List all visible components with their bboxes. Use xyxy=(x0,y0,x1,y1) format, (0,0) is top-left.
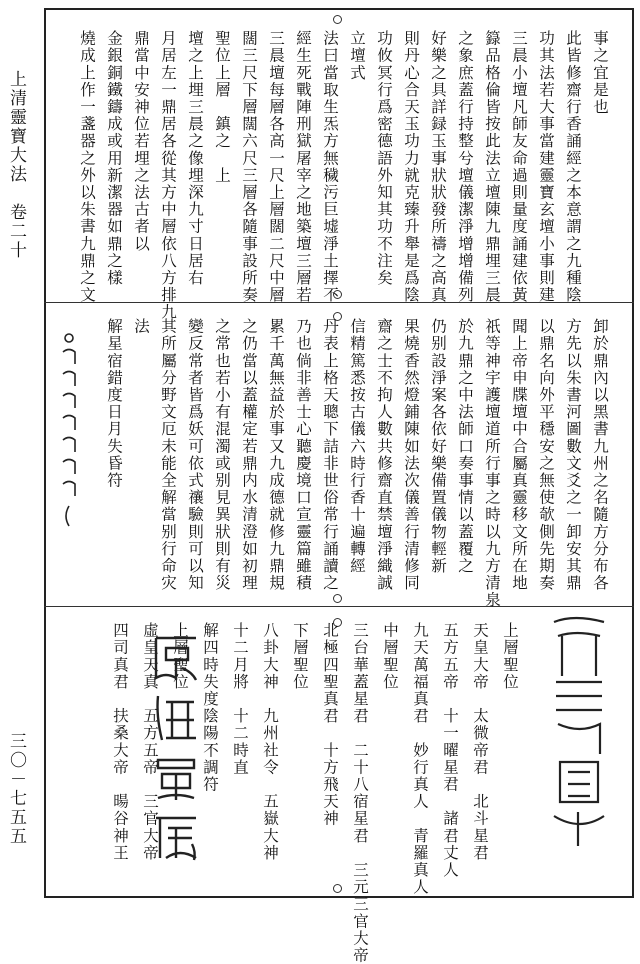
section1-column: 聖位上層 鎮之 上 xyxy=(213,30,231,184)
section2-column: 解星宿錯度日月失昏符 xyxy=(105,318,123,489)
talisman-glyph-icon xyxy=(548,612,610,852)
section3-column: 虛皇天真 五方五帝 三官大帝 xyxy=(141,622,159,862)
section2-column: 丹表上格天聰下詰非世俗常行誦讀之 xyxy=(321,318,339,592)
section1-column: 此皆修齋行香誦經之本意謂之九種陰 xyxy=(564,30,582,304)
book-title: 上清靈寶大法 卷二十 xyxy=(6,70,26,260)
section1-column: 經生死戰陣刑獄屠宰之地築壇三層若 xyxy=(294,30,312,304)
section2-column: 以鼎名向外平穩安之無使欹側先期奏 xyxy=(537,318,555,592)
section2-column: 之仍當以蓋權定若鼎内水清澄如初理 xyxy=(240,318,258,592)
section3-column: 解四時失度陰陽不調符 xyxy=(201,622,219,793)
section1-column: 燒成上作一盞器之外以朱書九鼎之文 xyxy=(78,30,96,304)
talisman-seal-icon xyxy=(150,628,202,868)
section1-column: 功攸冥行爲密德語外知其功不注矣 xyxy=(375,30,393,287)
section1-column: 則丹心合天玉功力就克臻升舉是爲陰 xyxy=(402,30,420,304)
section3-column: 下層聖位 xyxy=(291,622,309,691)
section2-column: 其所屬分野文厄未能全解當别行命灾 xyxy=(159,318,177,592)
section-divider-2 xyxy=(44,606,634,607)
section3-column: 八卦大神 九州社令 五嶽大神 xyxy=(261,622,279,862)
section2-column: 仍别設淨案各依好樂備置儀物輕新 xyxy=(429,318,447,575)
section2-column: 祇等神宇護壇道所行事之時以九方清泉 xyxy=(483,318,501,609)
section1-column: 法曰當取生炁方無穢污巨墟淨土擇不 xyxy=(321,30,339,304)
section1-column: 三晨小壇凡師友命過則量度誦建依黃 xyxy=(510,30,528,304)
section1-column: 闊三尺下層闊六尺三層各隨事設所奏 xyxy=(240,30,258,304)
section1-column: 金銀銅鐵鑄成或用新潔器如鼎之樣 xyxy=(105,30,123,287)
talisman-strip-icon xyxy=(58,330,80,530)
section1-column: 功其法若大事當建靈寶玄壇小事則建 xyxy=(537,30,555,304)
section2-column: 法 xyxy=(132,318,150,336)
section3-column: 十二月將 十二時直 xyxy=(231,622,249,776)
section1-column: 好樂之具詳録玉事狀狀發所禱之高真 xyxy=(429,30,447,304)
section1-column: 事之宜是也 xyxy=(591,30,609,116)
section1-column: 籙品格倫皆按此法立壇陳九鼎埋三晨 xyxy=(483,30,501,304)
section2-column: 果燒香然燈鋪陳如法次儀善行清修同 xyxy=(402,318,420,592)
section1-column: 壇之上埋三晨之像埋深九寸日居右 xyxy=(186,30,204,287)
section3-column: 上層聖位 xyxy=(171,622,189,691)
section3-column: 天皇大帝 太微帝君 北斗星君 xyxy=(471,622,489,862)
section3-column: 中層聖位 xyxy=(381,622,399,691)
section1-column: 之象庶蓋行持整兮壇儀潔淨增增備列 xyxy=(456,30,474,304)
section2-column: 卸於鼎內以黑書九州之名隨方分布各 xyxy=(591,318,609,592)
section2-column: 變反常者皆爲妖可依式禳驗則可以知 xyxy=(186,318,204,592)
section2-column: 信精篤悉按古儀六時行香十遍轉經 xyxy=(348,318,366,575)
section3-column: 上層聖位 xyxy=(501,622,519,691)
section2-column: 累千萬無益於事又九成德就修九鼎規 xyxy=(267,318,285,592)
page-number: 三〇－七五五 xyxy=(6,732,26,846)
section3-column: 九天萬福真君 妙行真人 青羅真人 xyxy=(411,622,429,896)
section1-column: 鼎當中安神位若埋之法古者以 xyxy=(132,30,150,253)
section2-column: 乃也倘非善士心聽慶境口宣靈篇雖積 xyxy=(294,318,312,592)
section1-column: 月居左一鼎居各從其方中層依八方排九 xyxy=(159,30,177,321)
section3-column: 四司真君 扶桑大帝 暘谷神王 xyxy=(111,622,129,862)
section3-column: 北極四聖真君 十方飛天神 xyxy=(321,622,339,828)
section2-column: 齋之士不拘人數共修齋直禁壇淨織誠 xyxy=(375,318,393,592)
section2-column: 方先以朱書河圖數文爻之一卸安其鼎 xyxy=(564,318,582,592)
binding-hole xyxy=(333,15,342,24)
section3-column: 五方五帝 十一曜星君 諸君丈人 xyxy=(441,622,459,879)
section2-column: 聞上帝申牒壇中合屬真靈移文所在地 xyxy=(510,318,528,592)
section3-column: 三台華蓋星君 二十八宿星君 三元三官大帝 xyxy=(351,622,369,964)
section2-column: 於九鼎之中法師口奏事情以蓋覆之 xyxy=(456,318,474,575)
section1-column: 三晨壇每層各高一尺上層闊二尺中層 xyxy=(267,30,285,304)
section1-column: 立壇式 xyxy=(348,30,366,82)
section2-column: 之常也若小有混濁或别見異狀則有災 xyxy=(213,318,231,592)
